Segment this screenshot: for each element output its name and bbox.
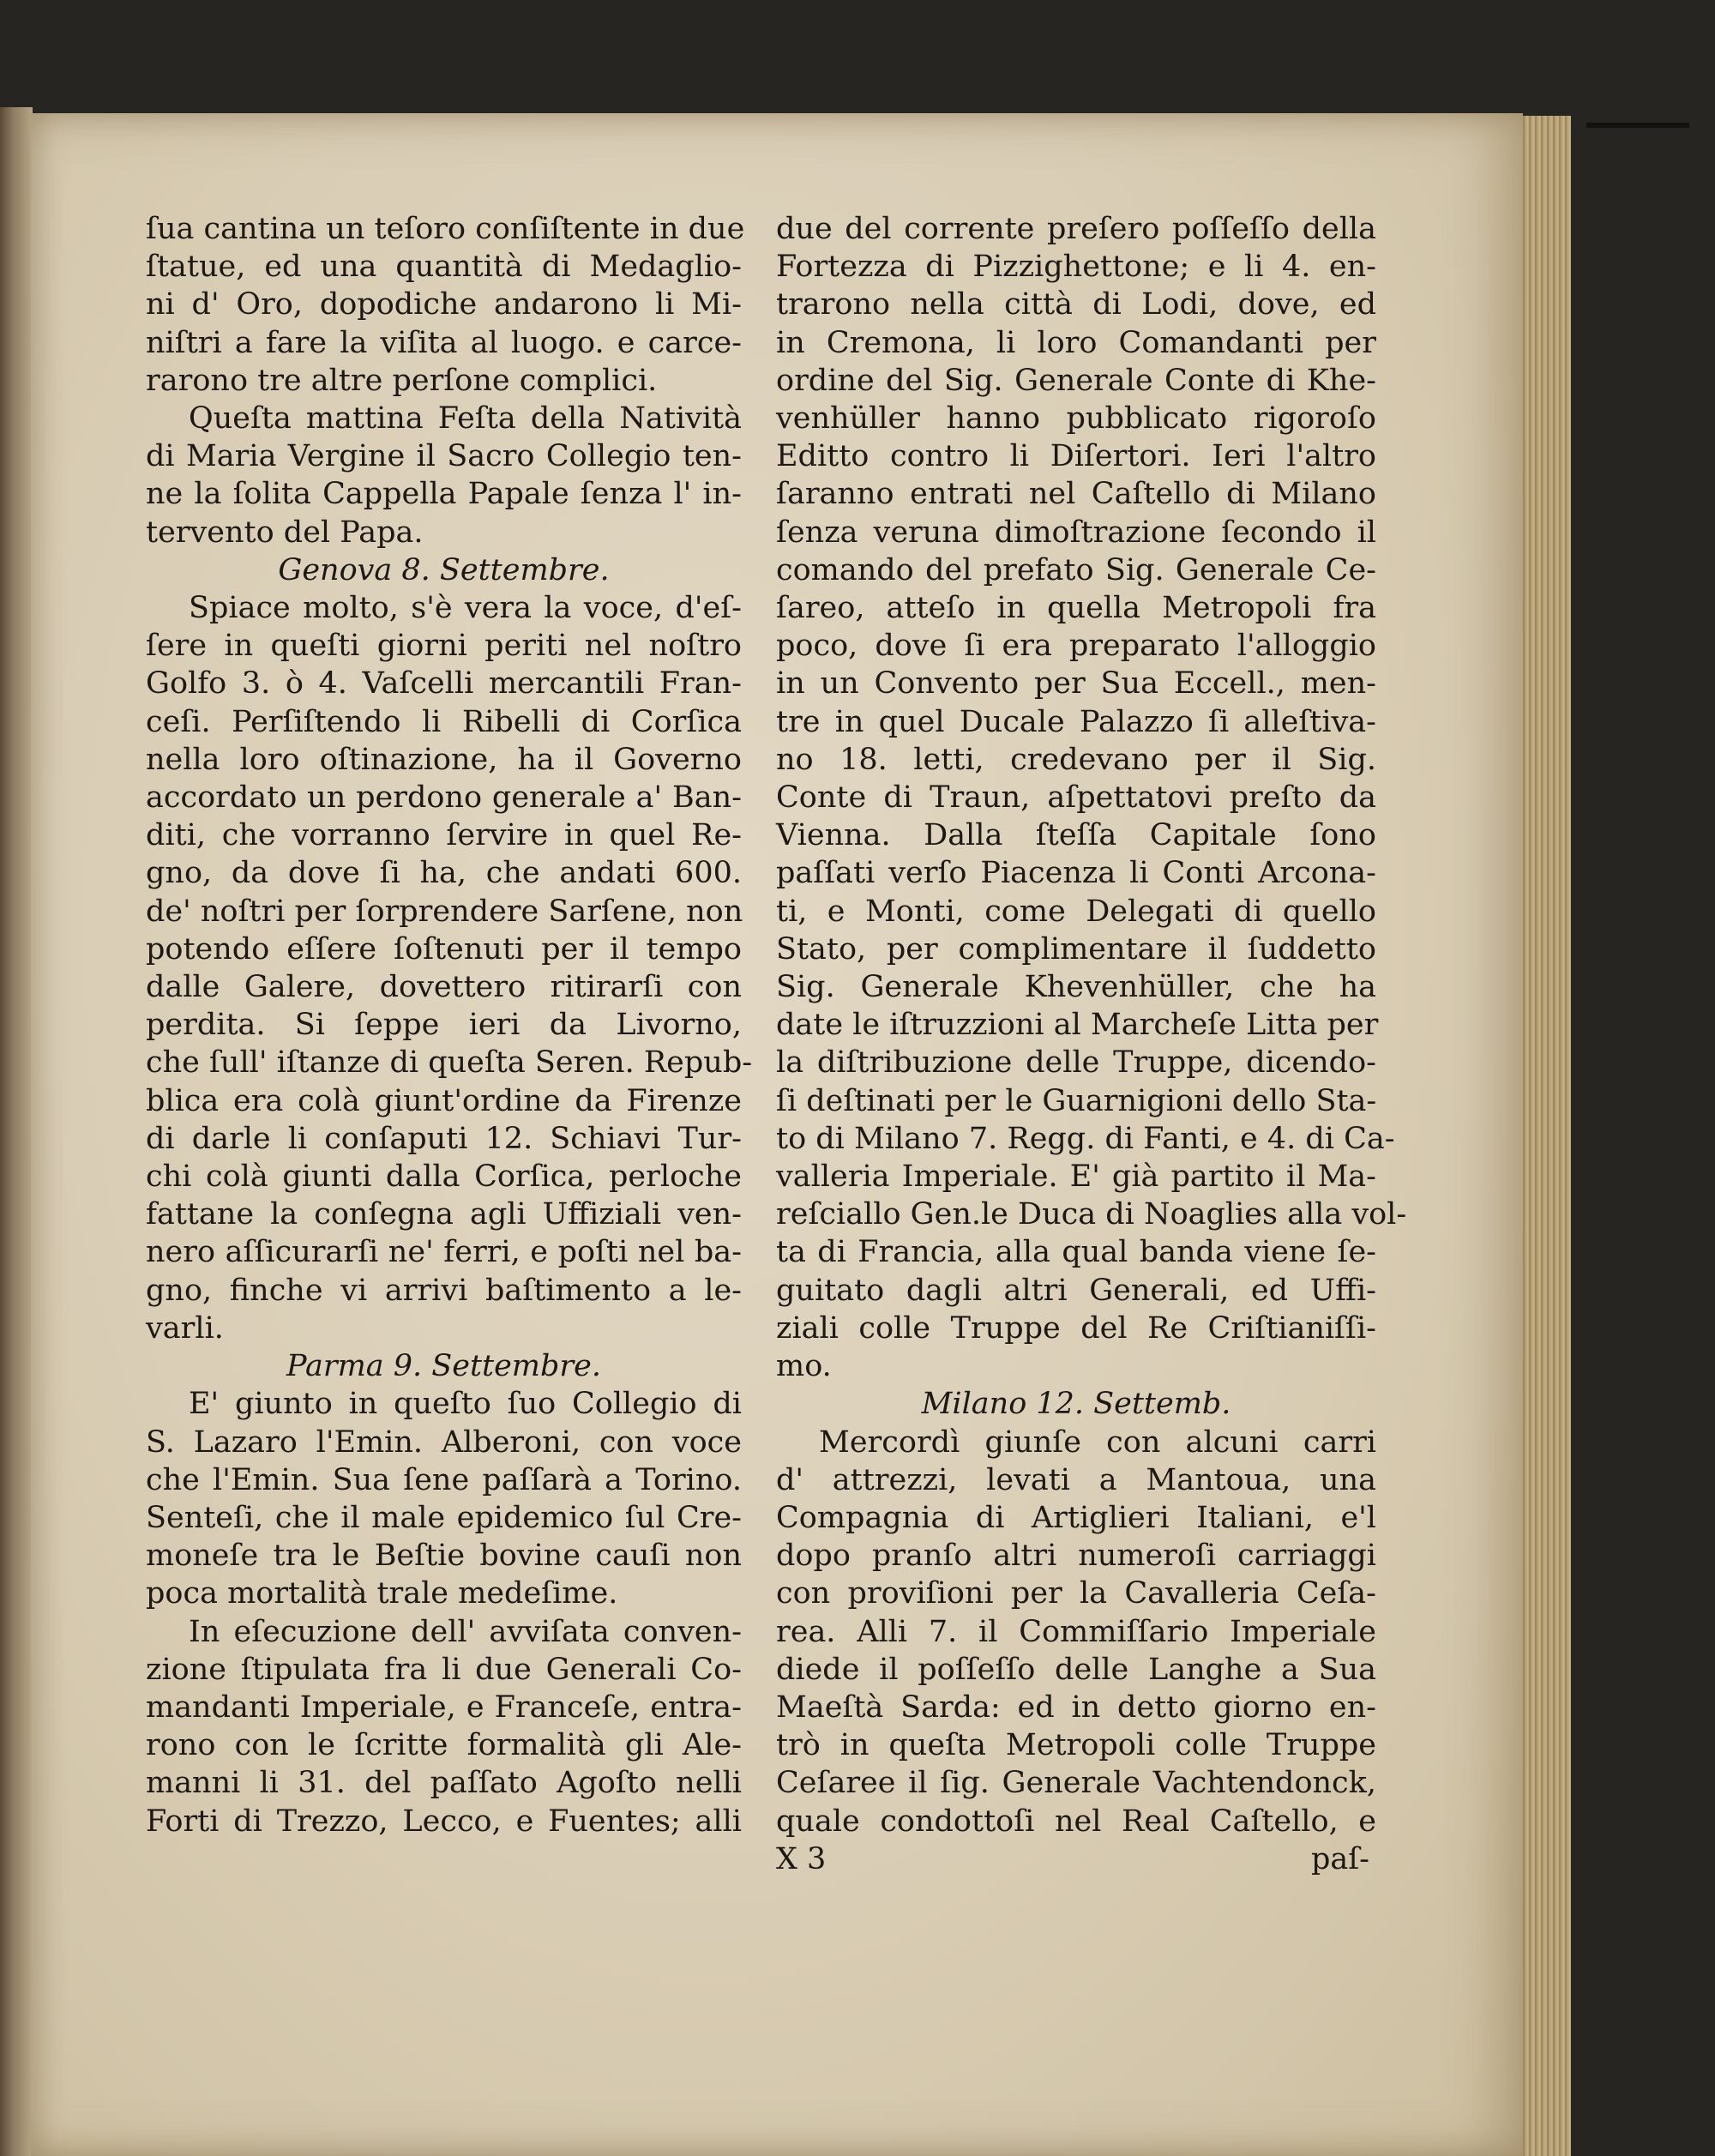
text-line: ſenza veruna dimoſtrazione ſecondo il — [776, 515, 1376, 550]
text-line: Senteſi, che il male epidemico ſul Cre- — [146, 1500, 742, 1535]
book-fore-edge — [1518, 116, 1571, 2156]
text-line: reſciallo Gen.le Duca di Noaglies alla vol- — [776, 1197, 1407, 1232]
text-line: ziali colle Truppe del Re Criſtianiſſi- — [776, 1310, 1376, 1346]
text-line: con proviſioni per la Cavalleria Ceſa- — [776, 1576, 1376, 1611]
text-line: in un Convento per Sua Eccell., men- — [776, 666, 1376, 702]
text-line: venhüller hanno pubblicato rigoroſo — [776, 401, 1376, 437]
text-line: ſareo, atteſo in quella Metropoli fra — [776, 591, 1376, 626]
signature-mark: X 3 — [776, 1841, 827, 1876]
text-line: S. Lazaro l'Emin. Alberoni, con voce — [146, 1424, 742, 1460]
text-line: diti, che vorranno ſervire in quel Re- — [146, 818, 742, 853]
text-line: no 18. letti, credevano per il Sig. — [776, 742, 1376, 777]
text-line: niſtri a fare la viſita al luogo. e carce- — [146, 325, 742, 360]
text-line: tervento del Papa. — [146, 515, 424, 550]
text-line: varli. — [146, 1310, 224, 1346]
text-line: poco, dove ſi era preparato l'alloggio — [776, 629, 1376, 664]
text-line: che l'Emin. Sua ſene paſſarà a Torino. — [146, 1462, 742, 1497]
text-line: ſere in queſti giorni periti nel noſtro — [146, 629, 742, 664]
text-line: dopo pranſo altri numeroſi carriaggi — [776, 1539, 1376, 1574]
text-line: Editto contro li Diſertori. Ieri l'altro — [776, 439, 1376, 474]
text-line: quale condottoſi nel Real Caſtello, e — [776, 1804, 1376, 1839]
text-line: ne la ſolita Cappella Papale ſenza l' in- — [146, 477, 742, 512]
dateline-parma: Parma 9. Settembre. — [286, 1349, 601, 1384]
text-line: to di Milano 7. Regg. di Fanti, e 4. di Ca- — [776, 1121, 1395, 1156]
text-line: Queſta mattina Feſta della Natività — [189, 401, 742, 437]
text-line: In eſecuzione dell' avviſata conven- — [189, 1614, 742, 1649]
text-line: perdita. Si ſeppe ieri da Livorno, — [146, 1008, 742, 1043]
text-line: Golfo 3. ò 4. Vaſcelli mercantili Fran- — [146, 666, 742, 702]
text-line: due del corrente preſero poſſeſſo della — [776, 212, 1376, 246]
text-line: manni li 31. del paſſato Agoſto nelli — [146, 1766, 742, 1801]
text-line: blica era colà giunt'ordine da Firenze — [146, 1083, 742, 1118]
text-line: Ceſaree il ſig. Generale Vachtendonck, — [776, 1766, 1376, 1801]
text-line: accordato un perdono generale a' Ban- — [146, 780, 742, 816]
text-line: dalle Galere, dovettero ritirarſi con — [146, 970, 742, 1005]
dateline-genova: Genova 8. Settembre. — [278, 552, 610, 587]
text-line: chi colà giunti dalla Corſica, perloche — [146, 1159, 742, 1195]
text-line: che ſull' iſtanze di queſta Seren. Repub- — [146, 1045, 753, 1081]
text-line: diede il poſſeſſo delle Langhe a Sua — [776, 1652, 1376, 1687]
text-line: ni d' Oro, dopodiche andarono li Mi- — [146, 287, 742, 322]
text-line: moneſe tra le Beſtie bovine cauſi non — [146, 1539, 742, 1574]
right-text-column — [776, 210, 1407, 1878]
dateline-milano: Milano 12. Settemb. — [921, 1387, 1231, 1422]
signature-line — [776, 1840, 1376, 1878]
text-line: Conte di Traun, aſpettatovi preſto da — [776, 780, 1376, 816]
text-line: di Maria Vergine il Sacro Collegio ten- — [146, 439, 742, 474]
text-line: tre in quel Ducale Palazzo ſi alleſtiva- — [776, 704, 1376, 739]
text-line: Spiace molto, s'è vera la voce, d'eſ- — [189, 591, 742, 626]
text-line: d' attrezzi, levati a Mantoua, una — [776, 1462, 1376, 1497]
text-line: rarono tre altre perſone complici. — [146, 363, 658, 398]
text-line: ta di Francia, alla qual banda viene ſe- — [776, 1235, 1376, 1270]
dark-rule-mark — [1586, 123, 1689, 128]
text-line: gno, da dove ſi ha, che andati 600. — [146, 856, 742, 891]
text-line: nella loro oſtinazione, ha il Governo — [146, 742, 742, 777]
text-line: ceſi. Perſiſtendo li Ribelli di Corſica — [146, 704, 742, 739]
text-line: Compagnia di Artiglieri Italiani, e'l — [776, 1500, 1376, 1535]
text-line: la diſtribuzione delle Truppe, dicendo- — [776, 1045, 1376, 1081]
text-line: trarono nella città di Lodi, dove, ed — [776, 287, 1376, 322]
text-line: rono con le ſcritte formalità gli Ale- — [146, 1728, 742, 1763]
left-text-column — [146, 210, 753, 1840]
text-line: poca mortalità trale medeſime. — [146, 1576, 618, 1611]
text-line: ſtatue, ed una quantità di Medaglio- — [146, 250, 742, 285]
text-line: di darle li conſaputi 12. Schiavi Tur- — [146, 1121, 742, 1156]
text-line: valleria Imperiale. E' già partito il Ma- — [776, 1159, 1376, 1195]
catchword: paſ- — [1310, 1841, 1369, 1876]
text-line: rea. Alli 7. il Commiſſario Imperiale — [776, 1614, 1376, 1649]
text-line: in Cremona, li loro Comandanti per — [776, 325, 1376, 360]
text-line: Sig. Generale Khevenhüller, che ha — [776, 970, 1376, 1005]
text-line: mandanti Imperiale, e Franceſe, entra- — [146, 1689, 742, 1725]
text-line: ordine del Sig. Generale Conte di Khe- — [776, 363, 1376, 398]
text-line: guitato dagli altri Generali, ed Uffi- — [776, 1273, 1376, 1308]
text-line: comando del prefato Sig. Generale Ce- — [776, 552, 1376, 587]
text-line: trò in queſta Metropoli colle Truppe — [776, 1728, 1376, 1763]
text-line: ſi deſtinati per le Guarnigioni dello Sta- — [776, 1083, 1377, 1118]
text-line: Stato, per complimentare il ſuddetto — [776, 931, 1376, 967]
book-left-edge — [0, 107, 33, 2156]
text-line: paſſati verſo Piacenza li Conti Arcona- — [776, 856, 1376, 891]
text-line: Vienna. Dalla ſteſſa Capitale ſono — [776, 818, 1376, 853]
text-line: ſaranno entrati nel Caſtello di Milano — [776, 477, 1376, 512]
text-line: potendo eſſere ſoſtenuti per il tempo — [146, 931, 742, 967]
text-line: Fortezza di Pizzighettone; e li 4. en- — [776, 250, 1376, 285]
text-line: ſua cantina un teſoro conſiſtente in due — [146, 212, 745, 246]
text-line: zione ſtipulata fra li due Generali Co- — [146, 1652, 742, 1687]
text-line: Mercordì giunſe con alcuni carri — [819, 1424, 1376, 1460]
text-line: de' noſtri per ſorprendere Sarſene, non — [146, 894, 743, 929]
text-line: E' giunto in queſto ſuo Collegio di — [189, 1387, 742, 1422]
text-line: Maeſtà Sarda: ed in detto giorno en- — [776, 1689, 1376, 1725]
text-line: Forti di Trezzo, Lecco, e Fuentes; alli — [146, 1804, 742, 1839]
text-line: gno, finche vi arrivi baſtimento a le- — [146, 1273, 742, 1308]
text-line: nero aſſicurarſi ne' ferri, e poſti nel ba- — [146, 1235, 742, 1270]
text-line: date le iſtruzzioni al Marcheſe Litta per — [776, 1008, 1379, 1043]
text-line: mo. — [776, 1349, 832, 1384]
text-line: ti, e Monti, come Delegati di quello — [776, 894, 1376, 929]
text-line: fattane la conſegna agli Uffiziali ven- — [146, 1197, 742, 1232]
